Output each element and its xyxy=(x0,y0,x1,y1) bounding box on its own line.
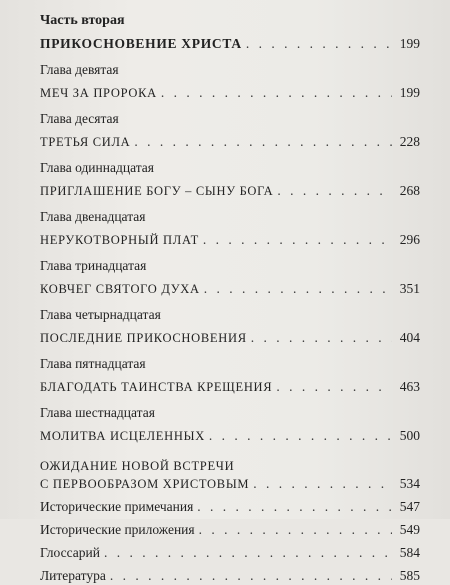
chapter-label: Глава четырнадцатая xyxy=(40,307,161,322)
epilogue-title-line xyxy=(40,475,420,493)
chapter-title: МЕЧ ЗА ПРОРОКА xyxy=(40,86,157,100)
dot-leader xyxy=(110,567,392,585)
page-number: 351 xyxy=(399,281,420,296)
chapter-title: КОВЧЕГ СВЯТОГО ДУХА xyxy=(40,282,200,296)
part-title-entry xyxy=(40,35,420,53)
page-number: 199 xyxy=(399,85,420,100)
dot-leader xyxy=(197,498,392,516)
appendix-entry xyxy=(40,544,420,562)
table-of-contents xyxy=(40,12,420,585)
appendix-title: Исторические приложения xyxy=(40,522,195,537)
chapter-title: ПРИГЛАШЕНИЕ БОГУ – СЫНУ БОГА xyxy=(40,184,274,198)
dot-leader xyxy=(204,280,392,298)
page-number: 547 xyxy=(399,499,420,514)
dot-leader xyxy=(209,427,392,445)
dot-leader xyxy=(277,182,392,200)
dot-leader xyxy=(199,521,392,539)
dot-leader xyxy=(104,544,392,562)
chapter-label: Глава тринадцатая xyxy=(40,258,147,273)
chapter-entry xyxy=(40,355,420,396)
chapter-label: Глава шестнадцатая xyxy=(40,405,155,420)
chapter-entry xyxy=(40,306,420,347)
chapter-entry xyxy=(40,404,420,445)
page-number: 296 xyxy=(399,232,420,247)
page-number: 228 xyxy=(399,134,420,149)
chapter-title-line xyxy=(40,84,420,102)
chapter-title-line xyxy=(40,329,420,347)
chapter-entry xyxy=(40,110,420,151)
dot-leader xyxy=(276,378,392,396)
page-number: 463 xyxy=(399,379,420,394)
epilogue-title-line2: С ПЕРВООБРАЗОМ ХРИСТОВЫМ xyxy=(40,477,250,491)
appendix-entry xyxy=(40,498,420,516)
chapter-title-line xyxy=(40,133,420,151)
chapter-title: БЛАГОДАТЬ ТАИНСТВА КРЕЩЕНИЯ xyxy=(40,380,273,394)
chapter-title: НЕРУКОТВОРНЫЙ ПЛАТ xyxy=(40,233,199,247)
page-number: 584 xyxy=(399,545,420,560)
page-number: 404 xyxy=(399,330,420,345)
appendix-title: Литература xyxy=(40,568,106,583)
epilogue-entry xyxy=(40,457,420,493)
page-number: 199 xyxy=(399,36,420,51)
chapter-label: Глава десятая xyxy=(40,111,119,126)
appendix-entry xyxy=(40,567,420,585)
chapter-entry xyxy=(40,61,420,102)
chapter-title-line xyxy=(40,378,420,396)
page-number: 549 xyxy=(399,522,420,537)
chapter-title: ТРЕТЬЯ СИЛА xyxy=(40,135,131,149)
chapter-title: МОЛИТВА ИСЦЕЛЕННЫХ xyxy=(40,429,205,443)
chapter-title: ПОСЛЕДНИЕ ПРИКОСНОВЕНИЯ xyxy=(40,331,247,345)
chapter-title-line xyxy=(40,231,420,249)
page-number: 534 xyxy=(399,476,420,491)
chapter-label: Глава пятнадцатая xyxy=(40,356,146,371)
chapter-entry xyxy=(40,159,420,200)
chapter-entry xyxy=(40,208,420,249)
appendix-entry xyxy=(40,521,420,539)
page-number: 585 xyxy=(399,568,420,583)
chapter-label: Глава девятая xyxy=(40,62,119,77)
chapter-label: Глава одиннадцатая xyxy=(40,160,154,175)
chapter-title-line xyxy=(40,182,420,200)
dot-leader xyxy=(161,84,392,102)
appendix-title: Глоссарий xyxy=(40,545,100,560)
dot-leader xyxy=(203,231,392,249)
page-number: 500 xyxy=(399,428,420,443)
dot-leader xyxy=(253,475,392,493)
dot-leader xyxy=(134,133,392,151)
chapter-label: Глава двенадцатая xyxy=(40,209,146,224)
chapter-entry xyxy=(40,257,420,298)
part-title: ПРИКОСНОВЕНИЕ ХРИСТА xyxy=(40,36,242,51)
chapter-title-line xyxy=(40,427,420,445)
part-label: Часть вторая xyxy=(40,13,125,28)
appendix-title: Исторические примечания xyxy=(40,499,194,514)
page-number: 268 xyxy=(399,183,420,198)
dot-leader xyxy=(246,35,392,53)
chapter-title-line xyxy=(40,280,420,298)
epilogue-title-line1: ОЖИДАНИЕ НОВОЙ ВСТРЕЧИ xyxy=(40,459,235,473)
dot-leader xyxy=(251,329,392,347)
